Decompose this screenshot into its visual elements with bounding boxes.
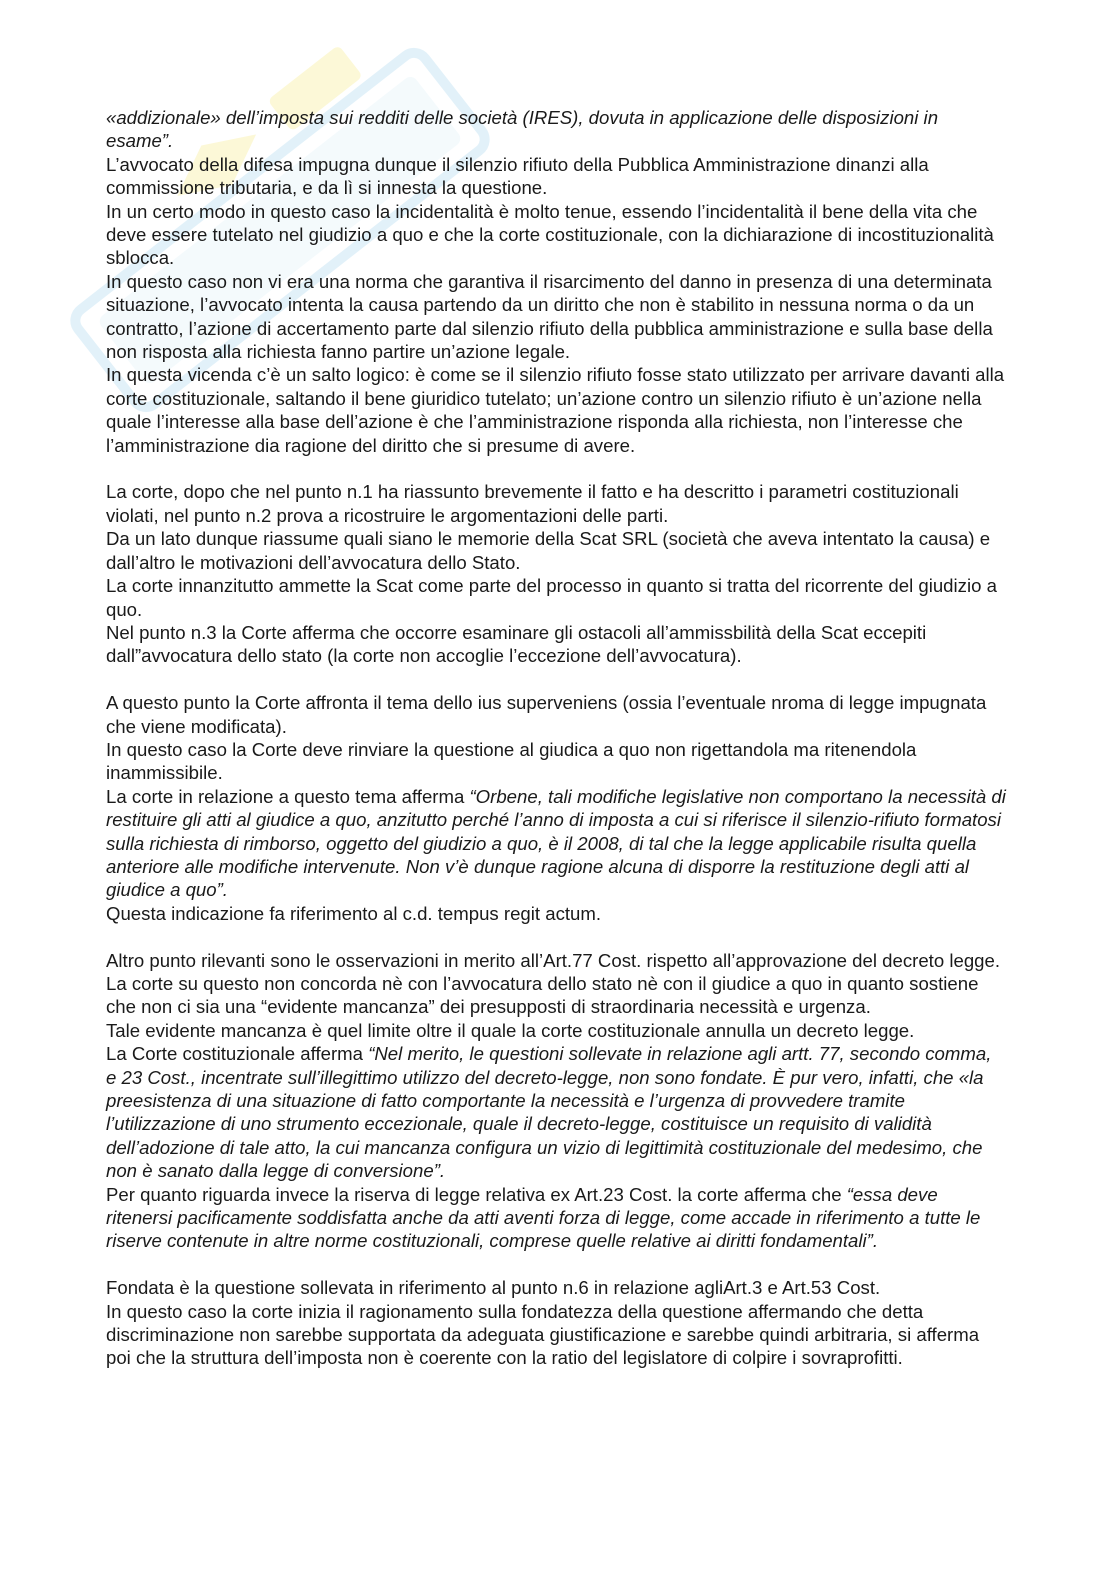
paragraph [106, 785, 1006, 902]
text-run: Altro punto rilevanti sono le osservazioni in merito all’Art.77 Cost. rispetto all’approvazione del decreto legge. [106, 949, 1001, 971]
paragraph [106, 949, 1006, 972]
paragraph [106, 691, 1006, 738]
paragraph [106, 738, 1006, 785]
text-section [106, 480, 1006, 667]
text-run: Per quanto riguarda invece la riserva di legge relativa ex Art.23 Cost. la corte afferma che [106, 1183, 847, 1205]
text-run: La Corte costituzionale afferma [106, 1043, 369, 1065]
paragraph [106, 200, 1006, 270]
text-run: Nel punto n.3 la Corte afferma che occorre esaminare gli ostacoli all’ammissbilità della Scat eccepiti dall”avvocatura dello stato (la corte non accoglie l’eccezione dell’avvocatura). [106, 621, 927, 667]
quoted-text: «addizionale» dell’imposta sui redditi delle società (IRES), dovuta in applicazione delle disposizioni in esame”. [106, 107, 939, 152]
text-run: Fondata è la questione sollevata in riferimento al punto n.6 in relazione agliArt.3 e Art.53 Cost. [106, 1277, 881, 1299]
text-run: La corte, dopo che nel punto n.1 ha riassunto brevemente il fatto e ha descritto i parametri costituzionali violati, nel punto n.2 prova a ricostruire le argomentazioni delle parti. [106, 481, 959, 526]
text-run: L’avvocato della difesa impugna dunque il silenzio rifiuto della Pubblica Amministrazione dinanzi alla commissione tributaria, e da lì si innesta la questione. [106, 153, 929, 199]
paragraph [106, 1276, 1006, 1299]
text-section [106, 691, 1006, 925]
text-section [106, 949, 1006, 1253]
text-run: In un certo modo in questo caso la incidentalità è molto tenue, essendo l’incidentalità il bene della vita che deve essere tutelato nel giudizio a quo e che la corte costituzionale, con la dichiarazione di incostituzionalità sblocca. [106, 200, 994, 269]
document-body [106, 106, 1006, 1393]
text-run: Questa indicazione fa riferimento al c.d. tempus regit actum. [106, 902, 602, 924]
text-section [106, 106, 1006, 457]
text-run: La corte su questo non concorda nè con l’avvocatura dello stato nè con il giudice a quo in quanto sostiene che non ci sia una “evidente mancanza” dei presupposti di straordinaria necessità e urgenza. [106, 972, 979, 1018]
paragraph [106, 1183, 1006, 1253]
paragraph [106, 153, 1006, 200]
paragraph [106, 902, 1006, 925]
text-run: In questo caso la corte inizia il ragionamento sulla fondatezza della questione affermando che detta discriminazione non sarebbe supportata da adeguata giustificazione e sarebbe quindi arbitraria, si afferma poi che la struttura dell’imposta non è coerente con la ratio del legislatore di colpire i sovraprofitti. [106, 1300, 980, 1369]
paragraph [106, 363, 1006, 457]
text-section [106, 1276, 1006, 1370]
text-run: La corte in relazione a questo tema afferma [106, 785, 470, 807]
paragraph [106, 574, 1006, 621]
paragraph [106, 621, 1006, 668]
text-run: In questo caso non vi era una norma che garantiva il risarcimento del danno in presenza di una determinata situazione, l’avvocato intenta la causa partendo da un diritto che non è stabilito in nessuna norma o da un contratto, l’azione di accertamento parte dal silenzio rifiuto della pubblica amministrazione e sulla base della non risposta alla richiesta fanno partire un’azione legale. [106, 270, 993, 363]
paragraph [106, 972, 1006, 1019]
paragraph [106, 1019, 1006, 1042]
text-run: Tale evidente mancanza è quel limite oltre il quale la corte costituzionale annulla un decreto legge. [106, 1019, 915, 1041]
quoted-text: “essa deve ritenersi pacificamente soddisfatta anche da atti aventi forza di legge, come accade in riferimento a tutte le riserve contenute in altre norme costituzionali, comprese quelle relative ai diritti fondamentali”. [106, 1183, 981, 1252]
paragraph [106, 270, 1006, 364]
text-run: In questo caso la Corte deve rinviare la questione al giudica a quo non rigettandola ma ritenendola inammissibile. [106, 738, 917, 784]
paragraph [106, 527, 1006, 574]
paragraph [106, 480, 1006, 527]
quoted-text: “Nel merito, le questioni sollevate in relazione agli artt. 77, secondo comma, e 23 Cost., incentrate sull’illegittimo utilizzo del decreto-legge, non sono fondate. È pur vero, infatti, che «la preesistenza di una situazione di fatto comportante la necessità e l’urgenza di provvedere tramite l’utilizzazione di uno strumento eccezionale, quale il decreto-legge, costituisce un requisito di validità dell’adozione di tale atto, la cui mancanza configura un vizio di legittimità costituzionale del medesimo, che non è sanato dalla legge di conversione”. [106, 1043, 992, 1182]
text-run: In questa vicenda c’è un salto logico: è come se il silenzio rifiuto fosse stato utilizzato per arrivare davanti alla corte costituzionale, saltando il bene giuridico tutelato; un’azione contro un silenzio rifiuto è un’azione nella quale l’interesse alla base dell’azione è che l’amministrazione risponda alla richiesta, non l’interesse che l’amministrazione dia ragione del diritto che si presume di avere. [106, 364, 1005, 456]
quoted-text: “Orbene, tali modifiche legislative non comportano la necessità di restituire gli atti al giudice a quo, anzitutto perché l’anno di imposta a cui si riferisce il silenzio-rifiuto formatosi sulla richiesta di rimborso, oggetto del giudizio a quo, è il 2008, di tal che la legge applicabile risulta quella anteriore alle modifiche intervenute. Non v’è dunque ragione alcuna di disporre la restituzione degli atti al giudice a quo”. [106, 785, 1006, 901]
text-run: Da un lato dunque riassume quali siano le memorie della Scat SRL (società che aveva intentato la causa) e dall’altro le motivazioni dell’avvocatura dello Stato. [106, 528, 991, 573]
text-run: A questo punto la Corte affronta il tema dello ius superveniens (ossia l’eventuale nroma di legge impugnata che viene modificata). [106, 692, 987, 737]
paragraph [106, 1300, 1006, 1370]
paragraph [106, 1042, 1006, 1182]
text-run: La corte innanzitutto ammette la Scat come parte del processo in quanto si tratta del ricorrente del giudizio a quo. [106, 575, 997, 620]
paragraph [106, 106, 1006, 153]
